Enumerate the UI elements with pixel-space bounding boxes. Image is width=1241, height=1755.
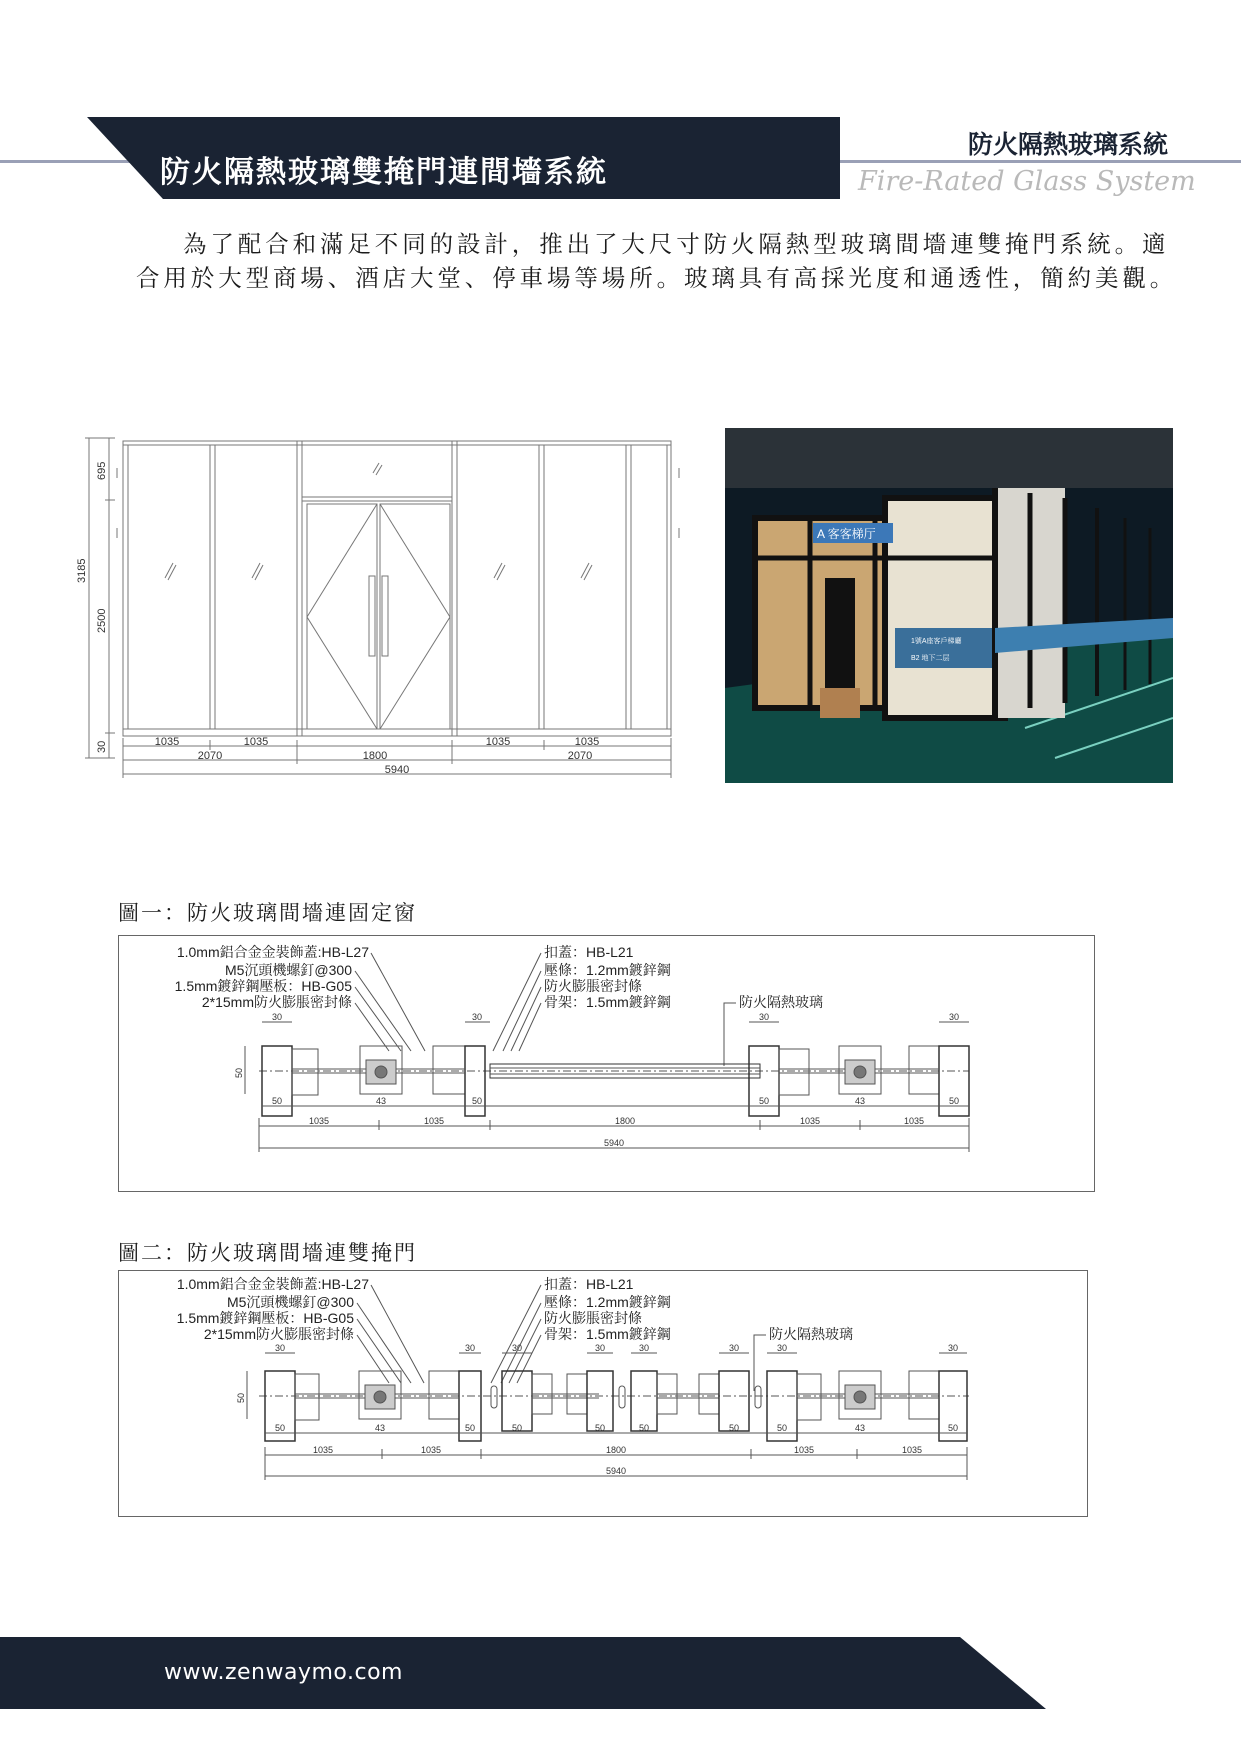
elev-dim-middle: 2500	[96, 608, 108, 633]
fig2-dim-50: 50	[594, 1423, 606, 1433]
fig2-label-frame: 骨架：1.5mm鍍鋅鋼	[544, 1326, 671, 1342]
fig1-label-plate: 1.5mm鍍鋅鋼壓板：HB-G05	[174, 978, 352, 994]
fig2-dim-30: 30	[594, 1343, 606, 1353]
fig2-dim-43: 43	[854, 1423, 866, 1433]
fig1-label-seal: 2*15mm防火膨脹密封條	[201, 994, 352, 1010]
footer-website[interactable]: www.zenwaymo.com	[164, 1660, 403, 1685]
installation-photo	[725, 428, 1173, 783]
fig2-label-glass: 防火隔熱玻璃	[769, 1326, 853, 1342]
fig1-label-screw: M5沉頭機螺釘@300	[224, 962, 352, 978]
fig2-dim-50: 50	[728, 1423, 740, 1433]
fig1-dim-50-height: 50	[234, 1067, 244, 1079]
elev-dim-total-height: 3185	[76, 558, 88, 583]
fig1-dim-50: 50	[471, 1096, 483, 1106]
fig2-dim-1035: 1035	[420, 1445, 442, 1455]
elev-dim-panel: 1035	[574, 736, 600, 748]
elev-dim-total-width: 5940	[384, 764, 410, 776]
fig1-dim-50: 50	[758, 1096, 770, 1106]
fig2-dim-30: 30	[511, 1343, 523, 1353]
fig2-dim-30: 30	[638, 1343, 650, 1353]
fig1-dim-30: 30	[471, 1012, 483, 1022]
fig1-dim-1800: 1800	[614, 1116, 636, 1126]
fig1-dim-30: 30	[758, 1012, 770, 1022]
elev-dim-side: 2070	[567, 750, 593, 762]
fig2-label-seal: 2*15mm防火膨脹密封條	[203, 1326, 354, 1342]
fig2-dim-50: 50	[638, 1423, 650, 1433]
fig2-dim-30: 30	[464, 1343, 476, 1353]
figure2-caption: 圖二：防火玻璃間墻連雙掩門	[118, 1241, 417, 1265]
fig2-dim-50: 50	[947, 1423, 959, 1433]
fig2-dim-1800: 1800	[605, 1445, 627, 1455]
fig1-dim-30: 30	[271, 1012, 283, 1022]
fig2-label-screw: M5沉頭機螺釘@300	[226, 1294, 354, 1310]
elev-dim-side: 2070	[197, 750, 223, 762]
elev-dim-panel: 1035	[243, 736, 269, 748]
photo-floor-sign: B2 地下二层	[911, 655, 950, 662]
fig2-dim-43: 43	[374, 1423, 386, 1433]
fig1-label-bead: 壓條：1.2mm鍍鋅鋼	[544, 962, 671, 978]
fig1-dim-1035: 1035	[308, 1116, 330, 1126]
fig1-label-cap: 扣蓋：HB-L21	[544, 944, 634, 960]
fig1-dim-1035: 1035	[423, 1116, 445, 1126]
fig2-dim-50: 50	[511, 1423, 523, 1433]
fig2-dim-30: 30	[776, 1343, 788, 1353]
fig1-label-frame: 骨架：1.5mm鍍鋅鋼	[544, 994, 671, 1010]
system-name-cn: 防火隔熱玻璃系統	[968, 130, 1169, 159]
fig1-dim-1035: 1035	[799, 1116, 821, 1126]
fig2-dim-50-height: 50	[236, 1392, 246, 1404]
fig1-dim-50: 50	[271, 1096, 283, 1106]
fig2-dim-50: 50	[464, 1423, 476, 1433]
fig1-label-cover: 1.0mm鋁合金金裝飾蓋:HB-L27	[176, 944, 369, 960]
intro-paragraph: 為了配合和滿足不同的設計，推出了大尺寸防火隔熱型玻璃間墻連雙掩門系統。適合用於大型商場、酒店大堂、停車場等場所。玻璃具有高採光度和通透性，簡約美觀。	[136, 230, 1178, 292]
photo-sign-small: 1號A座客戶梯廳	[911, 638, 962, 645]
fig2-dim-5940: 5940	[605, 1466, 627, 1476]
fig1-dim-1035: 1035	[903, 1116, 925, 1126]
fig1-dim-50: 50	[948, 1096, 960, 1106]
fig2-dim-1035: 1035	[312, 1445, 334, 1455]
fig1-label-glass: 防火隔熱玻璃	[739, 994, 823, 1010]
fig2-dim-50: 50	[274, 1423, 286, 1433]
elev-dim-panel: 1035	[485, 736, 511, 748]
footer-banner	[0, 1637, 1046, 1709]
page-title: 防火隔熱玻璃雙掩門連間墻系統	[160, 155, 608, 190]
figure1-caption: 圖一：防火玻璃間墻連固定窗	[118, 901, 417, 925]
photo-sign: A 客客梯厅	[817, 527, 876, 541]
fig2-label-fire-seal: 防火膨脹密封條	[544, 1310, 642, 1326]
fig1-dim-5940: 5940	[603, 1138, 625, 1148]
elev-dim-upper: 695	[96, 461, 108, 480]
fig2-label-bead: 壓條：1.2mm鍍鋅鋼	[544, 1294, 671, 1310]
system-name-en: Fire-Rated Glass System	[858, 166, 1196, 197]
elev-dim-bottom: 30	[96, 740, 108, 753]
fig1-dim-43: 43	[854, 1096, 866, 1106]
elev-dim-panel: 1035	[154, 736, 180, 748]
fig1-dim-30: 30	[948, 1012, 960, 1022]
fig2-dim-50: 50	[776, 1423, 788, 1433]
fig2-label-cover: 1.0mm鋁合金金裝飾蓋:HB-L27	[176, 1276, 369, 1292]
figure1-drawing	[119, 936, 1092, 1189]
fig2-dim-30: 30	[728, 1343, 740, 1353]
fig1-label-fire-seal: 防火膨脹密封條	[544, 978, 642, 994]
elev-dim-door: 1800	[362, 750, 388, 762]
fig2-dim-1035: 1035	[793, 1445, 815, 1455]
fig2-dim-30: 30	[947, 1343, 959, 1353]
fig2-label-cap: 扣蓋：HB-L21	[544, 1276, 634, 1292]
fig2-dim-30: 30	[274, 1343, 286, 1353]
fig2-dim-1035: 1035	[901, 1445, 923, 1455]
figure2-drawing	[119, 1271, 1085, 1514]
fig2-label-plate: 1.5mm鍍鋅鋼壓板：HB-G05	[176, 1310, 354, 1326]
fig1-dim-43: 43	[375, 1096, 387, 1106]
elevation-drawing	[75, 428, 695, 788]
